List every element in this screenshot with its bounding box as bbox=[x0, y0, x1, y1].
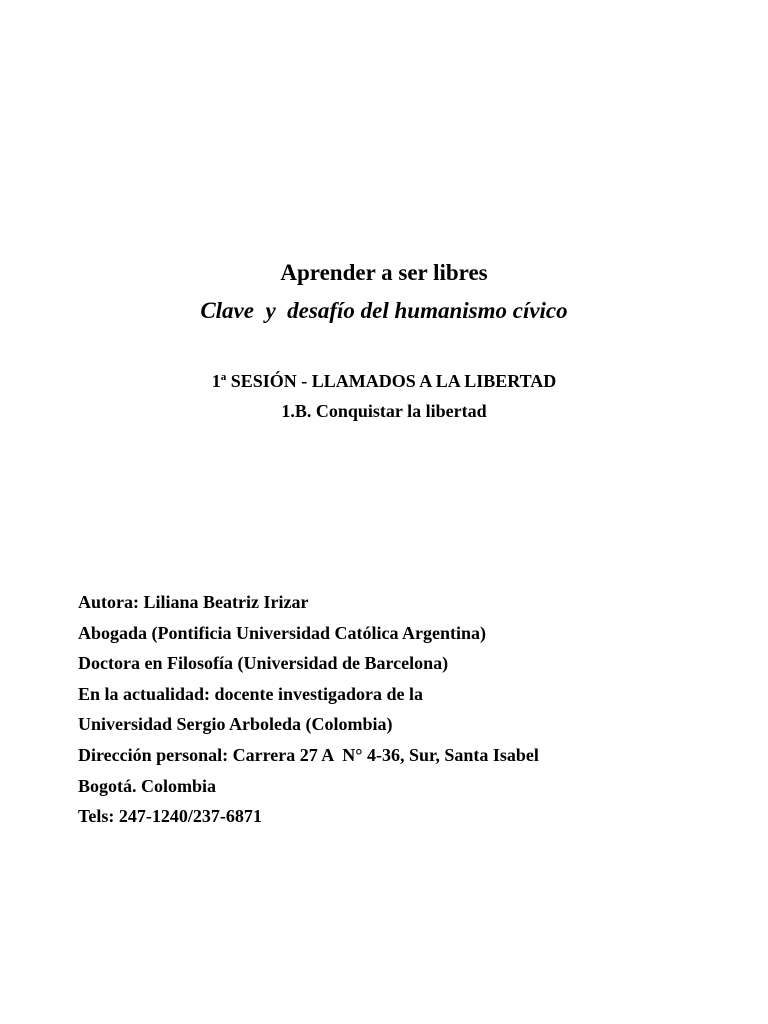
author-address-line: Dirección personal: Carrera 27 A N° 4-36, Sur, Santa Isabel bbox=[78, 744, 539, 765]
session-heading bbox=[0, 366, 768, 396]
author-university-line: Universidad Sergio Arboleda (Colombia) bbox=[78, 714, 393, 735]
section-heading: 1.B. Conquistar la libertad bbox=[281, 401, 487, 421]
session-number: 1 bbox=[211, 371, 221, 391]
author-degree-line: Abogada (Pontificia Universidad Católica Argentina) bbox=[78, 622, 486, 643]
document-subtitle: Clave y desafío del humanismo cívico bbox=[200, 298, 568, 323]
author-city-line: Bogotá. Colombia bbox=[78, 775, 217, 796]
author-doctorate-line: Doctora en Filosofía (Universidad de Barcelona) bbox=[78, 653, 449, 674]
author-info-block bbox=[78, 587, 718, 832]
author-position-line: En la actualidad: docente investigadora de la bbox=[78, 683, 424, 704]
title-block bbox=[0, 258, 768, 326]
author-name-line: Autora: Liliana Beatriz Irizar bbox=[78, 592, 309, 612]
session-block bbox=[0, 366, 768, 426]
session-label: SESIÓN - LLAMADOS A LA LIBERTAD bbox=[226, 371, 557, 391]
document-title: Aprender a ser libres bbox=[280, 260, 488, 285]
session-ordinal-mark: a bbox=[220, 371, 227, 383]
author-phone-line: Tels: 247-1240/237-6871 bbox=[78, 806, 262, 827]
